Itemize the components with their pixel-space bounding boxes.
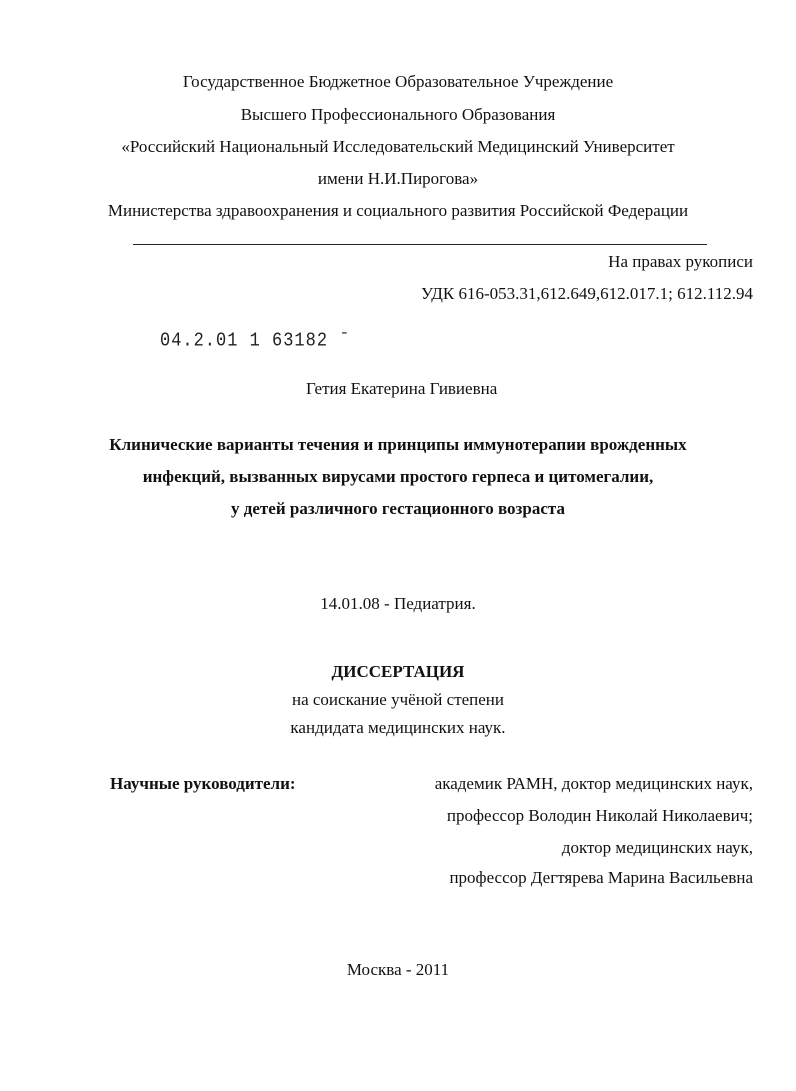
advisor-line-1: академик РАМН, доктор медицинских наук, xyxy=(434,774,753,793)
advisor-line-2: профессор Володин Николай Николаевич; xyxy=(446,806,753,825)
udc-code: УДК 616-053.31,612.649,612.017.1; 612.112.94 xyxy=(420,284,753,303)
document-type-label: ДИССЕРТАЦИЯ xyxy=(331,662,465,681)
registration-stamp: 04.2.01 1 63182 ˉ xyxy=(160,330,351,353)
institution-line-3: «Российский Национальный Исследовательский Медицинский Университет xyxy=(121,137,675,156)
degree-line-2: кандидата медицинских наук. xyxy=(290,718,506,737)
institution-line-5: Министерства здравоохранения и социального развития Российской Федерации xyxy=(107,201,689,220)
institution-line-4: имени Н.И.Пирогова» xyxy=(317,169,479,188)
manuscript-note: На правах рукописи xyxy=(608,252,753,271)
institution-line-2: Высшего Профессионального Образования xyxy=(240,105,556,124)
institution-line-1: Государственное Бюджетное Образовательное Учреждение xyxy=(182,72,614,91)
dissertation-title-line-3: у детей различного гестационного возраста xyxy=(231,499,565,518)
degree-line-1: на соискание учёной степени xyxy=(291,690,505,709)
specialty-code: 14.01.08 - Педиатрия. xyxy=(320,594,476,613)
advisor-line-4: профессор Дегтярева Марина Васильевна xyxy=(449,868,753,887)
advisors-label: Научные руководители: xyxy=(110,774,296,793)
header-divider xyxy=(133,244,707,245)
city-year: Москва - 2011 xyxy=(346,960,450,979)
dissertation-title-line-1: Клинические варианты течения и принципы иммунотерапии врожденных xyxy=(109,435,687,454)
advisor-line-3: доктор медицинских наук, xyxy=(561,838,753,857)
dissertation-title-line-2: инфекций, вызванных вирусами простого герпеса и цитомегалии, xyxy=(142,467,654,486)
author-name: Гетия Екатерина Гивиевна xyxy=(306,379,498,398)
